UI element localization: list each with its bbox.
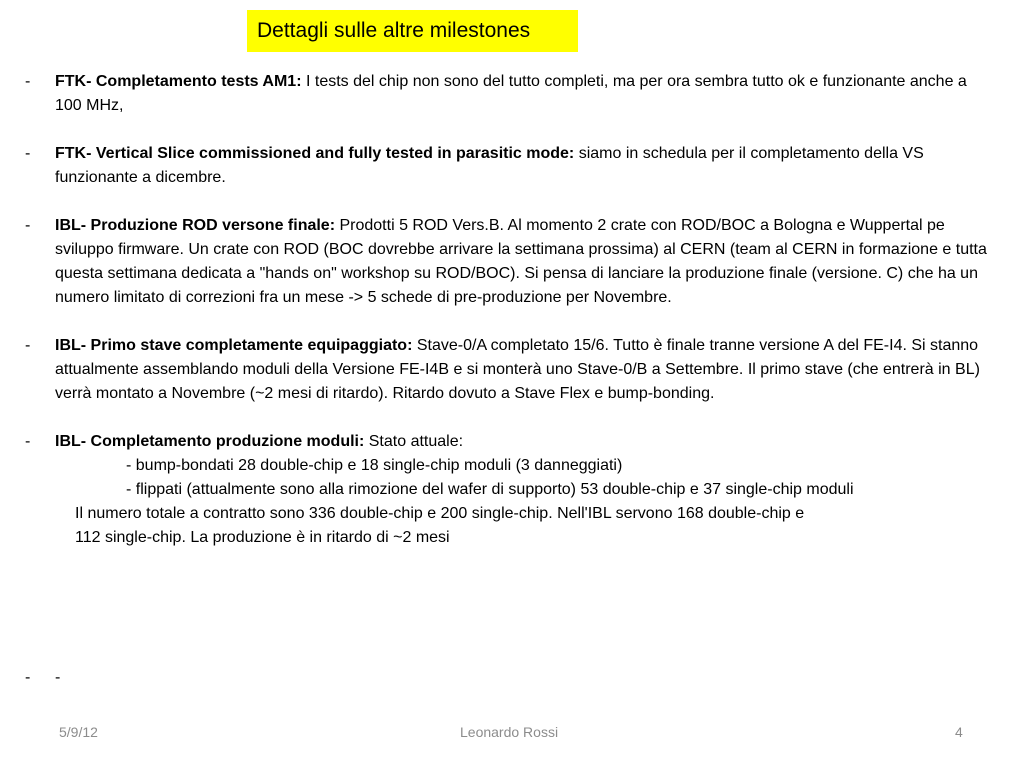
item-heading: IBL- Produzione ROD versone finale: — [55, 217, 336, 234]
bullet-dash: - — [25, 217, 31, 234]
item-heading: IBL- Primo stave completamente equipaggiato: — [55, 337, 413, 354]
bullet-dash: - — [25, 73, 31, 90]
item-text: Stato attuale: — [364, 433, 464, 450]
footer-date: 5/9/12 — [59, 724, 98, 740]
footer-page-number: 4 — [955, 724, 963, 740]
item-text: - — [55, 669, 61, 686]
bullet-list — [0, 70, 1024, 574]
bullet-dash: - — [25, 145, 31, 162]
list-item — [0, 430, 1024, 550]
summary-line: Il numero totale a contratto sono 336 double-chip e 200 single-chip. Nell'IBL servono 168 double-chip e — [75, 505, 805, 522]
sub-item: - flippati (attualmente sono alla rimozione del wafer di supporto) 53 double-chip e 37 single-chip moduli — [126, 481, 854, 498]
item-heading: FTK- Vertical Slice commissioned and fully tested in parasitic mode: — [55, 145, 575, 162]
footer-author: Leonardo Rossi — [460, 724, 559, 740]
summary-line: 112 single-chip. La produzione è in ritardo di ~2 mesi — [75, 529, 450, 546]
list-item — [0, 70, 1024, 118]
item-heading: FTK- Completamento tests AM1: — [55, 73, 302, 90]
bullet-dash: - — [25, 433, 31, 450]
bullet-dash: - — [25, 669, 31, 686]
item-text: siamo in schedula per il completamento della VS funzionante a dicembre. — [55, 145, 924, 186]
slide-title: Dettagli sulle altre milestones — [247, 10, 578, 52]
sub-item: - bump-bondati 28 double-chip e 18 single-chip moduli (3 danneggiati) — [126, 457, 623, 474]
bullet-dash: - — [25, 337, 31, 354]
empty-bullet-list — [0, 666, 1024, 690]
list-item — [0, 666, 1024, 690]
item-text: Stave-0/A completato 15/6. Tutto è finale tranne versione A del FE-I4. Si stanno attualmente assemblando moduli della Versione FE-I4B e si monterà uno Stave-0/B a Settembre. Il primo stave (che entrerà in BL) verrà montato a Novembre (~2 mesi di ritardo). Ritardo dovuto a Stave Flex e bump-bonding. — [55, 337, 980, 402]
list-item — [0, 214, 1024, 310]
item-text: I tests del chip non sono del tutto completi, ma per ora sembra tutto ok e funzionante anche a 100 MHz, — [55, 73, 967, 114]
item-text: Prodotti 5 ROD Vers.B. Al momento 2 crate con ROD/BOC a Bologna e Wuppertal pe sviluppo firmware. Un crate con ROD (BOC dovrebbe arrivare la settimana prossima) al CERN (team al CERN in formazione e tutta questa settimana dedicata a "hands on" workshop su ROD/BOC). Si pensa di lanciare la produzione finale (versione. C) che ha un numero limitato di correzioni fra un mese -> 5 schede di pre-produzione per Novembre. — [55, 217, 987, 306]
list-item — [0, 334, 1024, 406]
item-heading: IBL- Completamento produzione moduli: — [55, 433, 365, 450]
list-item — [0, 142, 1024, 190]
